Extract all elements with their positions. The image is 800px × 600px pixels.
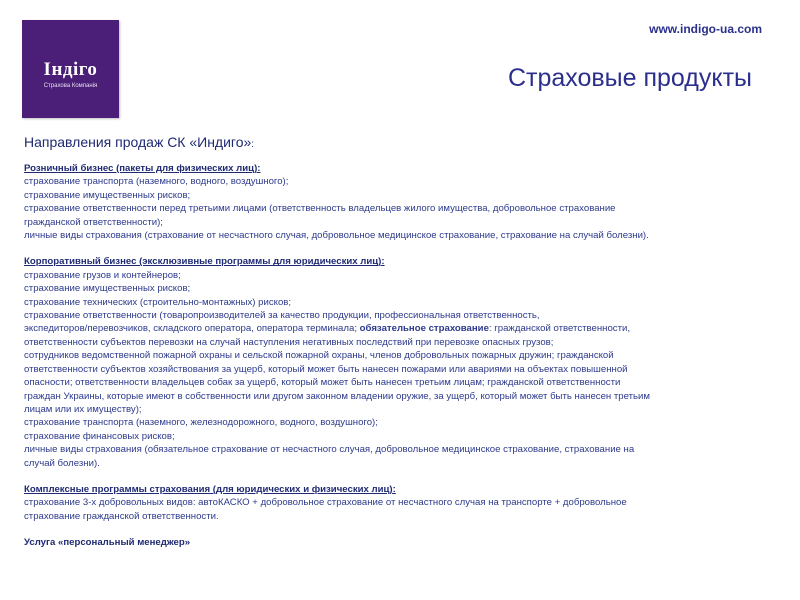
text-line: страхование транспорта (наземного, железнодорожного, водного, воздушного); [24, 417, 378, 429]
main-content [24, 134, 752, 563]
personal-manager-title: Услуга «персональный менеджер» [24, 537, 191, 549]
company-logo [22, 20, 119, 118]
sales-directions-heading [24, 134, 752, 150]
text-line: страхование транспорта (наземного, водного, воздушного); [24, 176, 289, 188]
text-line: страхование гражданской ответственности. [24, 510, 219, 522]
mandatory-insurance-label: обязательное страхование [359, 323, 489, 335]
text-fragment: : гражданской ответственности, [488, 323, 631, 335]
retail-section [24, 162, 752, 242]
text-fragment: экспедиторов/перевозчиков, складского оператора, оператора терминала; [24, 323, 360, 335]
text-line-mixed [24, 322, 752, 335]
text-line: случай болезни). [24, 457, 100, 469]
text-line: ответственности субъектов перевозки на случай наступления негативных последствий при перевозке опасных грузов; [24, 336, 554, 348]
text-line: страхование ответственности (товаропроизводителей за качество продукции, профессиональная ответственность, [24, 310, 540, 322]
corporate-title: Корпоративный бизнес (эксклюзивные программы для юридических лиц): [24, 256, 385, 268]
text-line: граждан Украины, которые имеют в собственности или другом законном владении оружие, за ущерб, который может быть нанесен третьим [24, 390, 650, 402]
logo-subtitle: Страхова Компанія [43, 83, 98, 89]
text-line: сотрудников ведомственной пожарной охраны и сельской пожарной охраны, членов добровольных пожарных дружин; гражданской [24, 350, 614, 362]
text-line: страхование технических (строительно-монтажных) рисков; [24, 296, 292, 308]
page-title: Страховые продукты [507, 64, 752, 92]
text-line: страхование имущественных рисков; [24, 189, 191, 201]
text-line: страхование грузов и контейнеров; [24, 269, 181, 281]
retail-title: Розничный бизнес (пакеты для физических лиц): [24, 163, 261, 174]
text-line: личные виды страхования (обязательное страхование от несчастного случая, добровольное медицинское страхование, страхование на [24, 444, 635, 456]
text-line: страхование финансовых рисков; [24, 430, 175, 442]
text-line: лицам или их имуществу); [24, 403, 142, 415]
website-url[interactable]: www.indigo-ua.com [649, 22, 762, 36]
text-line: страхование 3-х добровольных видов: автоКАСКО + добровольное страхование от несчастного случая на транспорте + добровольное [24, 497, 627, 509]
complex-title: Комплексные программы страхования (для юридических и физических лиц): [24, 483, 396, 495]
text-line: личные виды страхования (страхование от несчастного случая, добровольное медицинское страхование, страхование на случай болезни). [24, 230, 649, 242]
text-line: страхование ответственности перед третьими лицами (ответственность владельцев жилого имущества, добровольное страхование [24, 203, 616, 215]
heading-text: Направления продаж СК «Индиго» [24, 134, 252, 150]
heading-colon: : [251, 139, 255, 150]
text-line: ответственности субъектов хозяйствования за ущерб, который может быть нанесен пожарами или авариями на объектах повышенной [24, 363, 628, 375]
text-line: страхование имущественных рисков; [24, 283, 191, 295]
service-section [24, 536, 752, 549]
logo-name: Індіго [43, 59, 98, 80]
text-line: опасности; ответственности владельцев собак за ущерб, который может быть нанесен третьим лицам; гражданской ответственности [24, 377, 621, 389]
complex-section [24, 483, 752, 523]
corporate-section [24, 255, 752, 470]
text-line: гражданской ответственности); [24, 216, 163, 228]
